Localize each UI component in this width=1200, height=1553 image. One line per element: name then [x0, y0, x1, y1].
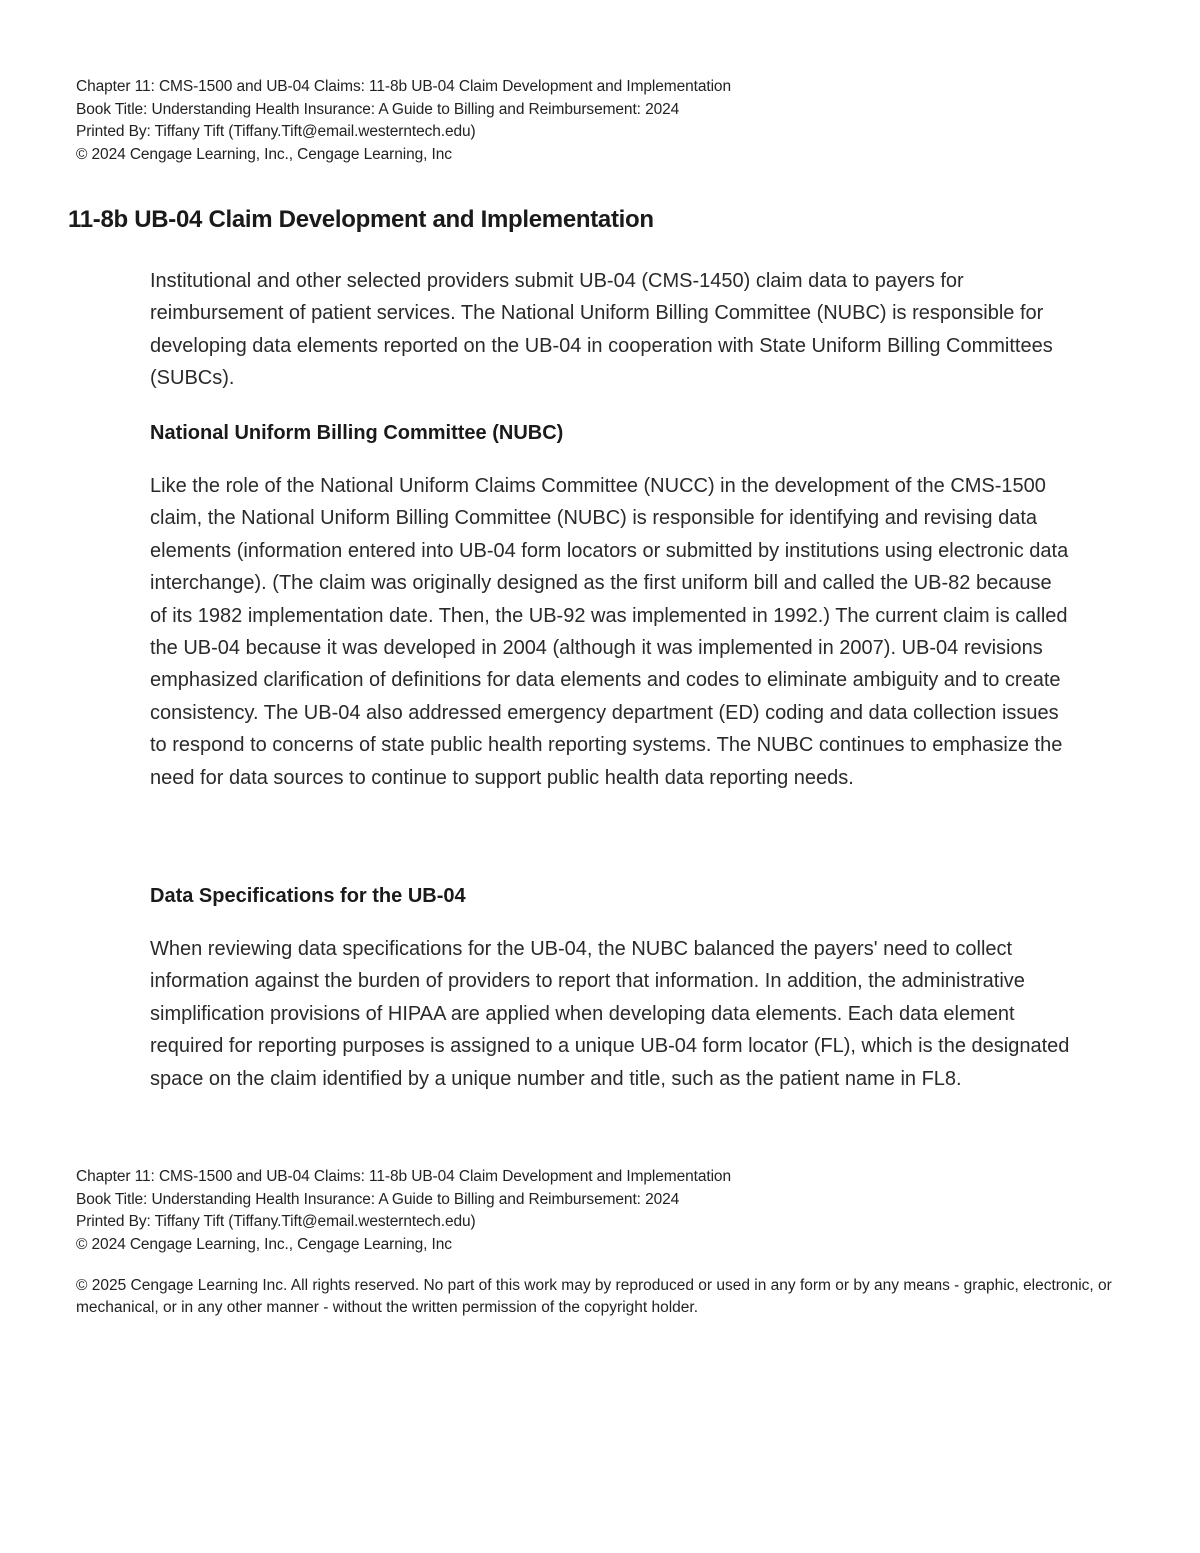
section-paragraph-nubc: Like the role of the National Uniform Claims Committee (NUCC) in the development of the CMS-1500 claim, the National Uniform Billing Committee (NUBC) is responsible for identifying and revising data elements (information entered into UB-04 form locators or submitted by institutions using electronic data interchange). (The claim was originally designed as the first uniform bill and called the UB-82 because of its 1982 implementation date. Then, the UB-92 was implemented in 1992.) The current claim is called the UB-04 because it was developed in 2004 (although it was implemented in 2007). UB-04 revisions emphasized clarification of definitions for data elements and codes to eliminate ambiguity and to create consistency. The UB-04 also addressed emergency department (ED) coding and data collection issues to respond to concerns of state public health reporting systems. The NUBC continues to emphasize the need for data sources to continue to support public health data reporting needs.	[150, 475, 1069, 789]
section-heading-data-specifications: Data Specifications for the UB-04	[150, 885, 466, 907]
copyright-notice: © 2025 Cengage Learning Inc. All rights reserved. No part of this work may by reproduced or used in any form or by any means - graphic, electronic, or mechanical, or in any other manner - without the written permission of the copyright holder.	[76, 1277, 1112, 1316]
header-printed-by-line: Printed By: Tiffany Tift (Tiffany.Tift@email.westerntech.edu)	[76, 123, 476, 140]
intro-paragraph: Institutional and other selected providers submit UB-04 (CMS-1450) claim data to payers for reimbursement of patient services. The National Uniform Billing Committee (NUBC) is responsible for developing data elements reported on the UB-04 in cooperation with State Uniform Billing Committees (SUBCs).	[150, 270, 1053, 390]
page-title: 11-8b UB-04 Claim Development and Implementation	[68, 206, 654, 233]
header-metadata	[76, 76, 731, 166]
header-chapter-line: Chapter 11: CMS-1500 and UB-04 Claims: 11-8b UB-04 Claim Development and Implementation	[76, 78, 731, 95]
section-paragraph-data-specifications: When reviewing data specifications for the UB-04, the NUBC balanced the payers' need to collect information against the burden of providers to report that information. In addition, the administrative simplification provisions of HIPAA are applied when developing data elements. Each data element required for reporting purposes is assigned to a unique UB-04 form locator (FL), which is the designated space on the claim identified by a unique number and title, such as the patient name in FL8.	[150, 938, 1070, 1090]
section-heading-nubc: National Uniform Billing Committee (NUBC)	[150, 422, 564, 444]
header-book-title-line: Book Title: Understanding Health Insurance: A Guide to Billing and Reimbursement: 2024	[76, 100, 680, 118]
footer-book-title-line: Book Title: Understanding Health Insurance: A Guide to Billing and Reimbursement: 2024	[76, 1190, 680, 1208]
footer-chapter-line: Chapter 11: CMS-1500 and UB-04 Claims: 11-8b UB-04 Claim Development and Implementation	[76, 1168, 731, 1185]
footer-copyright-line: © 2024 Cengage Learning, Inc., Cengage Learning, Inc	[76, 1235, 452, 1253]
footer-metadata	[76, 1166, 731, 1256]
header-copyright-line: © 2024 Cengage Learning, Inc., Cengage Learning, Inc	[76, 145, 452, 163]
footer-printed-by-line: Printed By: Tiffany Tift (Tiffany.Tift@email.westerntech.edu)	[76, 1213, 476, 1230]
